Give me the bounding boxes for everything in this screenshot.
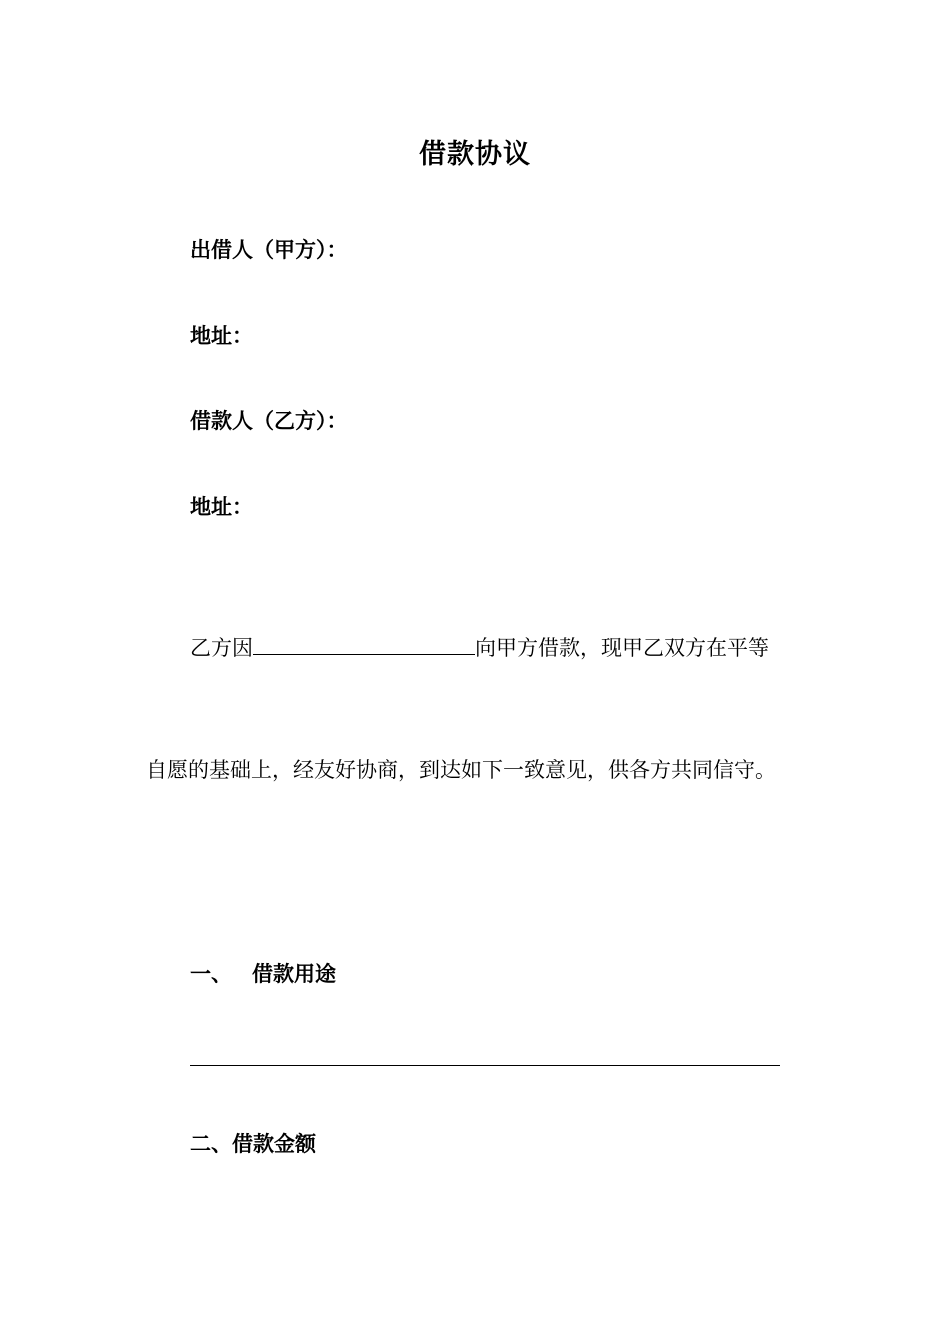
intro-paragraph-line1 (190, 632, 769, 662)
reason-blank (253, 636, 475, 655)
section1-heading (190, 958, 336, 988)
lender-label: 出借人（甲方）： (190, 237, 348, 262)
section2-heading: 二、借款金额 (190, 1131, 316, 1156)
section1-number: 一、 (190, 961, 232, 986)
intro-prefix: 乙方因 (190, 636, 253, 660)
borrower-label: 借款人（乙方）： (190, 408, 348, 433)
lender-address-label: 地址： (190, 323, 253, 348)
borrower-address-label: 地址： (190, 494, 253, 519)
purpose-blank-line (190, 1065, 780, 1066)
intro-suffix: 向甲方借款，现甲乙双方在平等 (475, 636, 769, 660)
document-title: 借款协议 (419, 139, 531, 170)
section1-title: 借款用途 (252, 961, 336, 986)
intro-paragraph-line2: 自愿的基础上，经友好协商，到达如下一致意见，供各方共同信守。 (146, 758, 776, 782)
